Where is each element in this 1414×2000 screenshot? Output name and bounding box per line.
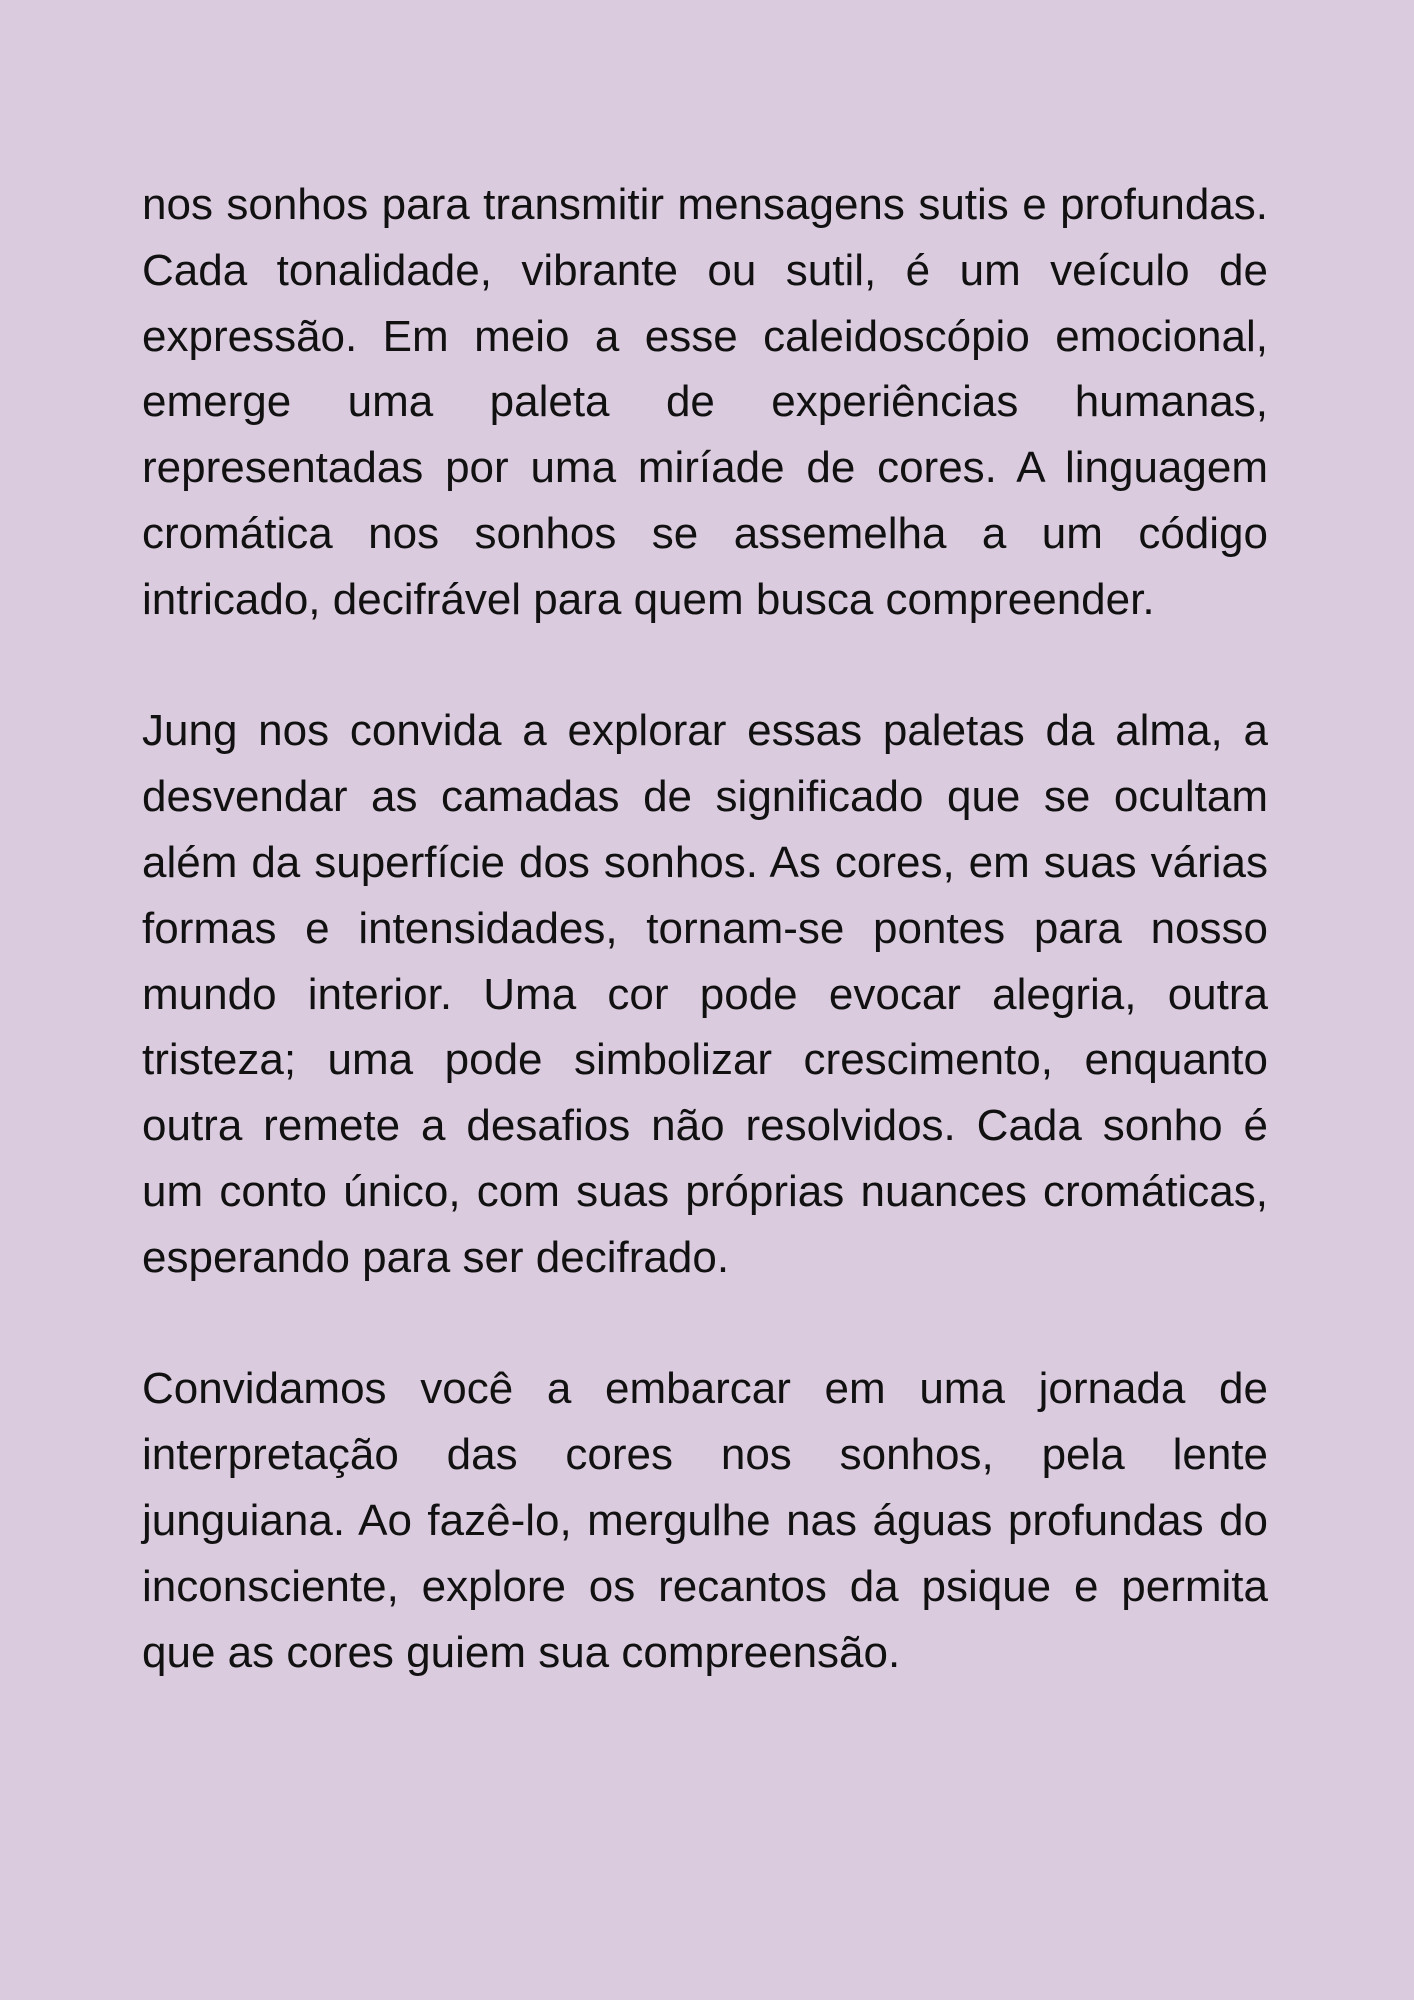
paragraph-3: Convidamos você a embarcar em uma jornada de interpretação das cores nos sonhos, pela lente junguiana. Ao fazê-lo, mergulhe nas águas profundas do inconsciente, explore os recantos da psique e permita que as cores guiem sua compreensão.	[142, 1364, 1268, 1677]
paragraph-2: Jung nos convida a explorar essas paletas da alma, a desvendar as camadas de significado que se ocultam além da superfície dos sonhos. As cores, em suas várias formas e intensidades, tornam-se pontes para nosso mundo interior. Uma cor pode evocar alegria, outra tristeza; uma pode simbolizar crescimento, enquanto outra remete a desafios não resolvidos. Cada sonho é um conto único, com suas próprias nuances cromáticas, esperando para ser decifrado.	[142, 706, 1268, 1282]
paragraph-1: nos sonhos para transmitir mensagens sutis e profundas. Cada tonalidade, vibrante ou sutil, é um veículo de expressão. Em meio a esse caleidoscópio emocional, emerge uma paleta de experiências humanas, representadas por uma miríade de cores. A linguagem cromática nos sonhos se assemelha a um código intricado, decifrável para quem busca compreender.	[142, 180, 1268, 624]
body-text	[142, 172, 1268, 1685]
